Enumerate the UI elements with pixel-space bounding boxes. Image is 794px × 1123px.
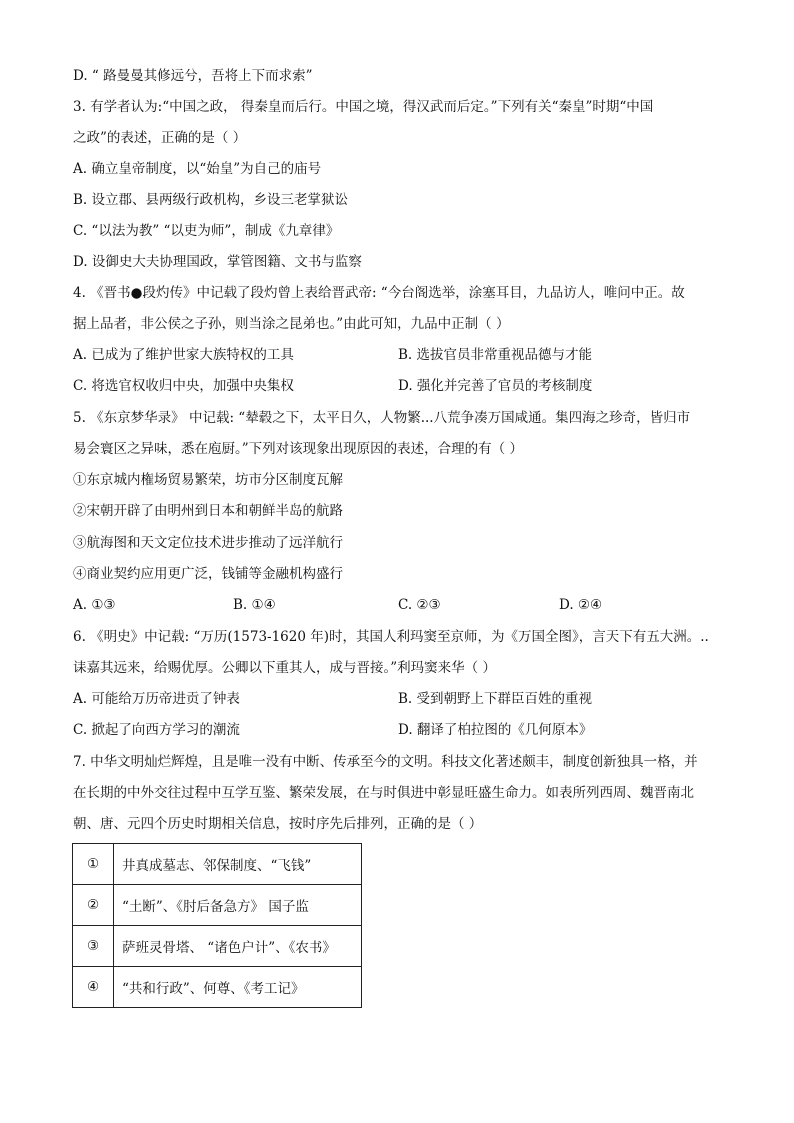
- q4-option-a: A. 已成为了维护世家大族特权的工具: [73, 347, 294, 363]
- row-text: “共和行政”、何尊、《考工记》: [114, 967, 362, 1008]
- q4-stem-line-1: 4. 《晋书●段灼传》中记载了段灼曾上表给晋武帝: “今台阁选举，涂塞耳目，九品访人，唯问中正。故: [73, 285, 685, 301]
- q6-option-b: B. 受到朝野上下群臣百姓的重视: [398, 691, 593, 707]
- q6-options-row-1: [73, 689, 593, 709]
- table-row: [73, 844, 362, 885]
- q5-statement-3: ③航海图和天文定位技术进步推动了远洋航行: [73, 535, 343, 551]
- q3-option-b: B. 设立郡、县两级行政机构，乡设三老掌狱讼: [73, 192, 349, 208]
- q6-stem-line-2: 诔嘉其远来，给赐优厚。公卿以下重其人，成与晋接。”利玛窦来华（ ）: [73, 660, 496, 676]
- q4-option-c: C. 将选官权收归中央，加强中央集权: [73, 378, 294, 394]
- table-row: [73, 926, 362, 967]
- q5-statement-1: ①东京城内権场贸易繁荣，坊市分区制度瓦解: [73, 472, 343, 488]
- q4-option-d: D. 强化并完善了官员的考核制度: [398, 378, 593, 394]
- row-number: ①: [73, 844, 114, 885]
- q7-stem-line-1: 7. 中华文明灿烂辉煌，且是唯一没有中断、传承至今的文明。科技文化著述颇丰，制度创新独具一格，并: [73, 754, 698, 770]
- row-text: “土断”、《肘后备急方》 国子监: [114, 885, 362, 926]
- table-row: [73, 967, 362, 1008]
- q4-options-row-1: [73, 345, 593, 365]
- row-text: 萨班灵骨塔、 “诸色户计”、《农书》: [114, 926, 362, 967]
- row-number: ④: [73, 967, 114, 1008]
- q7-stem-line-2: 在长期的中外交往过程中互学互鉴、繁荣发展，在与时俱进中彰显旺盛生命力。如表所列西周、魏晋南北: [73, 785, 694, 801]
- q5-statement-2: ②宋朝开辟了由明州到日本和朝鲜半岛的航路: [73, 503, 343, 519]
- q3-option-a: A. 确立皇帝制度，以“始皇”为自己的庙号: [73, 161, 322, 177]
- row-text: 井真成墓志、邻保制度、“飞钱”: [114, 844, 362, 885]
- q4-option-b: B. 选拔官员非常重视品德与才能: [398, 347, 593, 363]
- q5-options-row: [73, 595, 603, 615]
- q3-stem-line-1: 3. 有学者认为:“中国之政， 得秦皇而后行。中国之境，得汉武而后定。”下列有关“秦皇”时期“中国: [73, 99, 654, 115]
- q5-stem-line-2: 易会寰区之异味，悉在庖厨。”下列对该现象出现原因的表述，合理的有（ ）: [73, 441, 523, 457]
- q4-options-row-2: [73, 376, 593, 396]
- q6-options-row-2: [73, 720, 593, 740]
- q3-option-d: D. 设御史大夫协理国政，掌管图籍、文书与监察: [73, 254, 362, 270]
- q4-stem-line-2: 据上品者，非公侯之子孙，则当涂之昆弟也。”由此可知，九品中正制（ ）: [73, 316, 510, 332]
- q7-stem-line-3: 朝、唐、元四个历史时期相关信息，按时序先后排列，正确的是（ ）: [73, 816, 483, 832]
- q5-option-d: D. ②④: [559, 597, 603, 613]
- q3-stem-line-2: 之政”的表述，正确的是（ ）: [73, 130, 247, 146]
- row-number: ②: [73, 885, 114, 926]
- q6-stem-line-1: 6. 《明史》中记载: “万历(1573-1620 年)时，其国人利玛窦至京师，为《万国全图》，言天下有五大洲。..: [73, 629, 709, 645]
- q7-info-table: [72, 843, 362, 1008]
- q6-option-c: C. 掀起了向西方学习的潮流: [73, 722, 240, 738]
- q6-option-a: A. 可能给万历帝进贡了钟表: [73, 691, 240, 707]
- q5-option-a: A. ①③: [73, 597, 116, 613]
- q5-option-b: B. ①④: [233, 597, 276, 613]
- table-row: [73, 885, 362, 926]
- q5-statement-4: ④商业契约应用更广泛，钱铺等金融机构盛行: [73, 566, 343, 582]
- q6-option-d: D. 翻译了柏拉图的《几何原本》: [398, 722, 593, 738]
- q5-option-c: C. ②③: [398, 597, 441, 613]
- q5-stem-line-1: 5. 《东京梦华录》 中记载: “辇毂之下，太平日久，人物繁...八荒争凑万国咸通。集四海之珍奇，皆归市: [73, 410, 691, 426]
- q2-option-d: D. “ 路曼曼其修远兮，吾将上下而求索”: [73, 68, 313, 84]
- q3-option-c: C. “以法为教” “以吏为师”，制成《九章律》: [73, 223, 340, 239]
- row-number: ③: [73, 926, 114, 967]
